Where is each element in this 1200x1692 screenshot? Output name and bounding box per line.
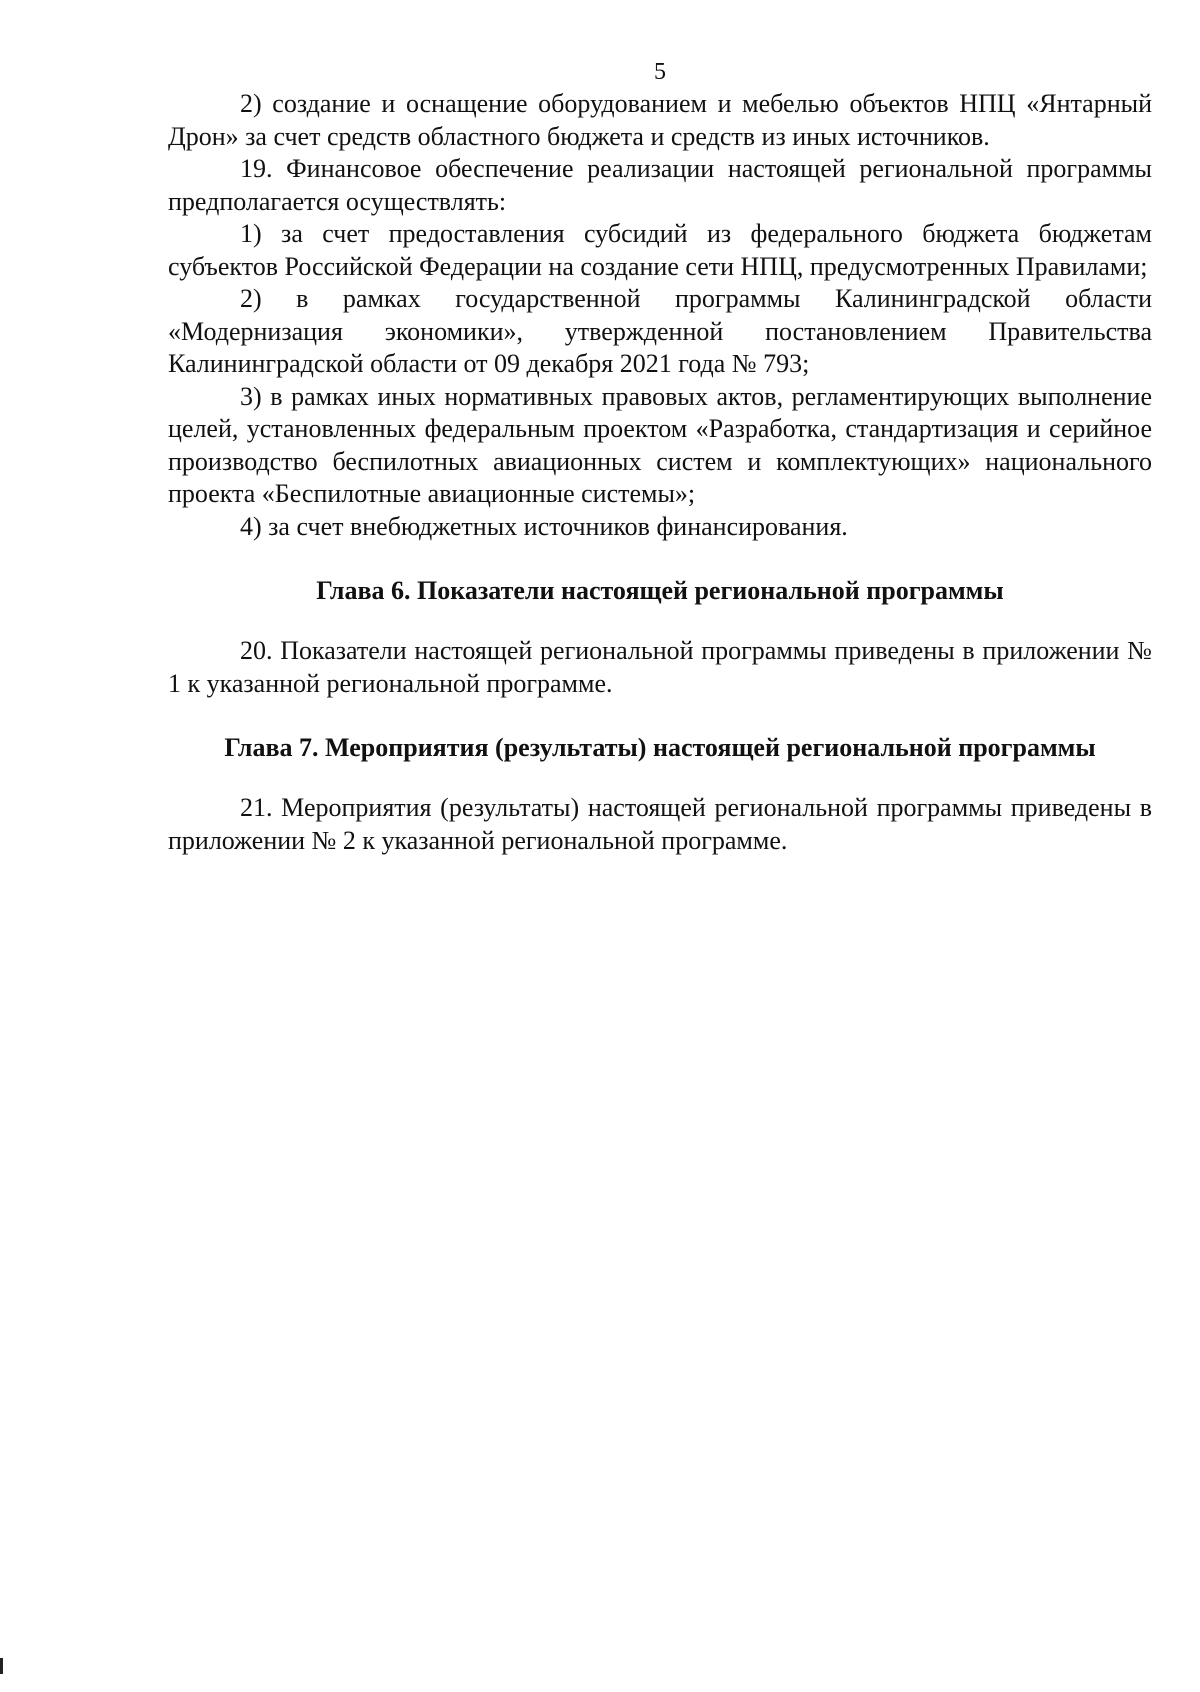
spacer [168, 764, 1152, 792]
paragraph-19-financing: 19. Финансовое обеспечение реализации настоящей региональной программы предполагается осуществлять: [168, 154, 1152, 216]
paragraph-20-indicators: 20. Показатели настоящей региональной программы приведены в приложении № 1 к указанной региональной программе. [168, 636, 1152, 698]
paragraph-item-2-creation: 2) создание и оснащение оборудованием и мебелью объектов НПЦ «Янтарный Дрон» за счет средств областного бюджета и средств из иных источников. [168, 89, 1152, 151]
spacer [168, 607, 1152, 635]
document-page [168, 58, 1152, 857]
paragraph-financing-item-1: 1) за счет предоставления субсидий из федерального бюджета бюджетам субъектов Российской Федерации на создание сети НПЦ, предусмотренных Правилами; [168, 219, 1152, 281]
chapter-7-heading: Глава 7. Мероприятия (результаты) настоящей региональной программы [224, 733, 1096, 762]
chapter-6-heading: Глава 6. Показатели настоящей региональной программы [316, 576, 1004, 605]
paragraph-financing-item-4: 4) за счет внебюджетных источников финансирования. [240, 511, 848, 541]
paragraph-21-measures: 21. Мероприятия (результаты) настоящей региональной программы приведены в приложении № 2 к указанной региональной программе. [168, 793, 1152, 855]
spacer [168, 700, 1152, 732]
scan-edge-mark [0, 1658, 3, 1674]
spacer [168, 543, 1152, 575]
page-number: 5 [654, 59, 666, 85]
paragraph-financing-item-2: 2) в рамках государственной программы Калининградской области «Модернизация экономики», утвержденной постановлением Правительства Калининградской области от 09 декабря 2021 года № 793; [168, 284, 1152, 378]
paragraph-financing-item-3: 3) в рамках иных нормативных правовых актов, регламентирующих выполнение целей, установленных федеральным проектом «Разработка, стандартизация и серийное производство беспилотных авиационных систем и комплектующих» национального проекта «Беспилотные авиационные системы»; [168, 381, 1152, 508]
